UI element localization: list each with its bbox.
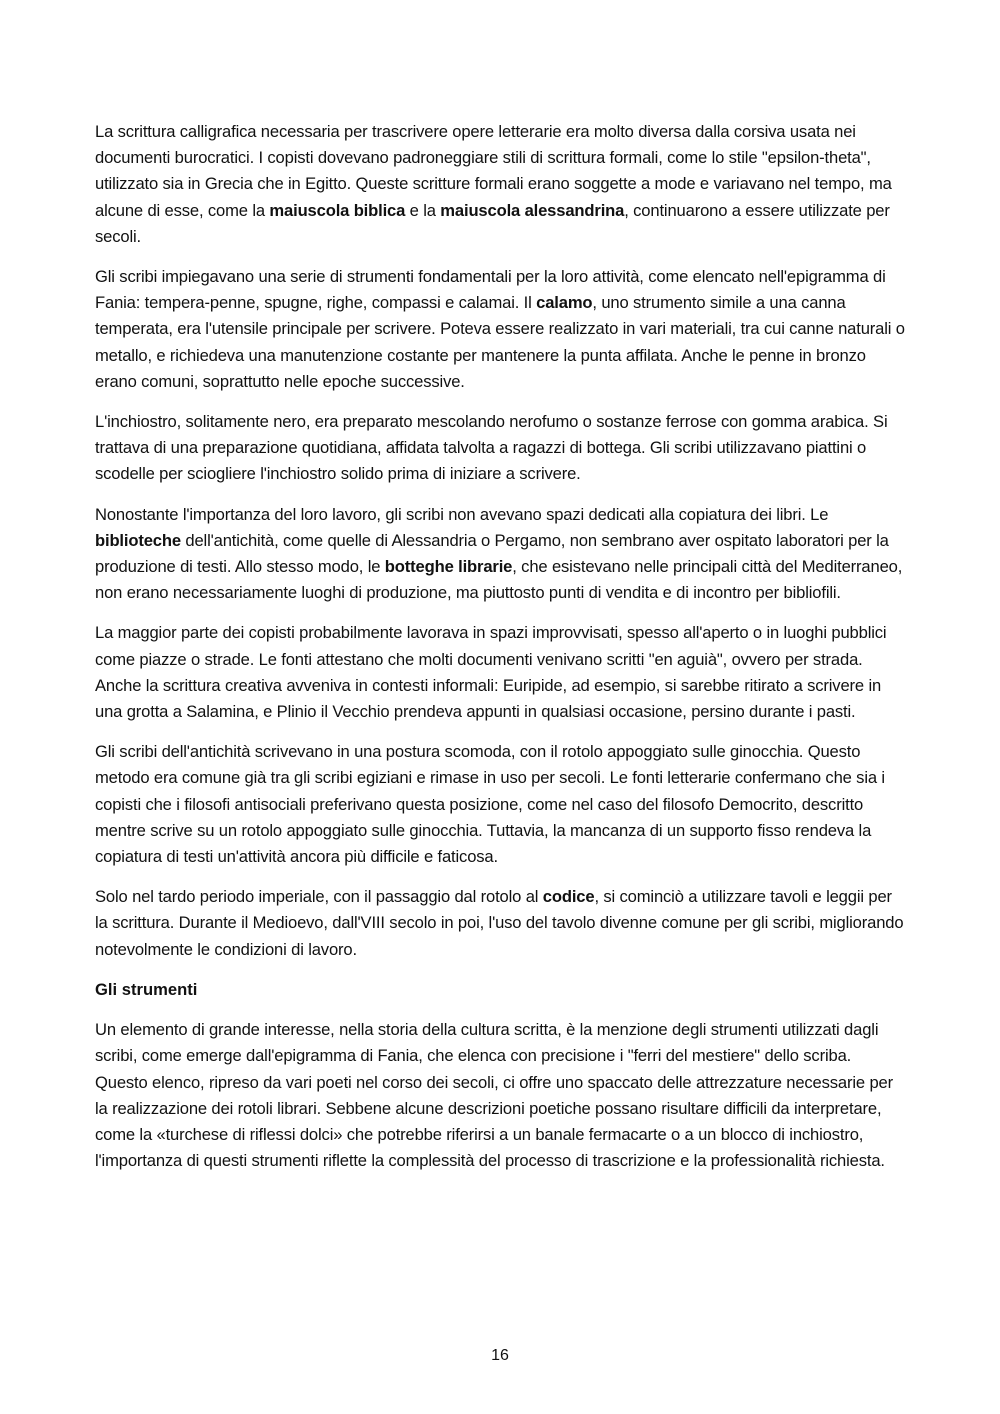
text-run: Gli scribi dell'antichità scrivevano in una postura scomoda, con il rotolo appoggiato sulle ginocchia. Questo metodo era comune già tra gli scribi egiziani e rimase in uso per secoli. Le fonti letterarie confermano che sia i copisti che i filosofi antisociali preferivano questa posizione, come nel caso del filosofo Democrito, descritto mentre scrive su un rotolo appoggiato sulle ginocchia. Tuttavia, la mancanza di un supporto fisso rendeva la copiatura di testi un'attività ancora più difficile e faticosa. — [95, 742, 885, 867]
paragraph — [95, 502, 907, 607]
paragraph — [95, 739, 907, 870]
text-run: Solo nel tardo periodo imperiale, con il passaggio dal rotolo al — [95, 887, 543, 907]
bold-term: botteghe librarie — [384, 557, 513, 577]
section-text — [95, 1017, 907, 1174]
text-run: , continuarono a essere utilizzate per secoli. — [95, 200, 890, 246]
paragraph — [95, 884, 907, 963]
text-run: Un elemento di grande interesse, nella storia della cultura scritta, è la menzione degli strumenti utilizzati dagli scribi, come emerge dall'epigramma di Fania, che elenca con precisione i "ferri del mestiere" dello scriba. Questo elenco, ripreso da vari poeti nel corso dei secoli, ci offre uno spaccato delle attrezzature necessarie per la realizzazione dei rotoli librari. Sebbene alcune descrizioni poetiche possano risultare difficili da interpretare, come la «turchese di riflessi dolci» che potrebbe riferirsi a un banale fermacarte o a un blocco di inchiostro, l'importanza di questi strumenti riflette la complessità del processo di trascrizione e la professionalità richiesta. — [95, 1020, 893, 1171]
text-run: La scrittura calligrafica necessaria per trascrivere opere letterarie era molto diversa dalla corsiva usata nei documenti burocratici. I copisti dovevano padroneggiare stili di scrittura formali, come lo stile "epsilon-theta", utilizzato sia in Grecia che in Egitto. Queste scritture formali erano soggette a mode e variavano nel tempo, ma alcune di esse, come la — [95, 122, 892, 220]
text-run: dell'antichità, come quelle di Alessandria o Pergamo, non sembrano aver ospitato laboratori per la produzione di testi. Allo stesso modo, le — [95, 530, 889, 577]
page-number: 16 — [491, 1347, 509, 1364]
text-run: e la — [405, 200, 441, 220]
text-run: , si cominciò a utilizzare tavoli e leggii per la scrittura. Durante il Medioevo, dall'VIII secolo in poi, l'uso del tavolo divenne comune per gli scribi, migliorando notevolmente le condizioni di lavoro. — [95, 887, 904, 959]
paragraph — [95, 1017, 907, 1174]
bold-term: codice — [542, 887, 595, 907]
body-text — [95, 119, 907, 963]
document-page — [95, 119, 907, 1188]
paragraph — [95, 264, 907, 395]
bold-term: maiuscola biblica — [269, 200, 406, 220]
paragraph — [95, 620, 907, 725]
section-heading: Gli strumenti — [95, 979, 198, 999]
bold-term: calamo — [536, 293, 593, 313]
text-run: La maggior parte dei copisti probabilmente lavorava in spazi improvvisati, spesso all'aperto o in luoghi pubblici come piazze o strade. Le fonti attestano che molti documenti venivano scritti "en aguià", ovvero per strada. Anche la scrittura creativa avveniva in contesti informali: Euripide, ad esempio, si sarebbe ritirato a scrivere in una grotta a Salamina, e Plinio il Vecchio prendeva appunti in qualsiasi occasione, persino durante i pasti. — [95, 623, 887, 722]
text-run: Gli scribi impiegavano una serie di strumenti fondamentali per la loro attività, come elencato nell'epigramma di Fania: tempera-penne, spugne, righe, compassi e calamai. Il — [95, 267, 886, 313]
text-run: Nonostante l'importanza del loro lavoro, gli scribi non avevano spazi dedicati alla copiatura dei libri. Le — [95, 504, 829, 524]
text-run: L'inchiostro, solitamente nero, era preparato mescolando nerofumo o sostanze ferrose con gomma arabica. Si trattava di una preparazione quotidiana, affidata talvolta a ragazzi di bottega. Gli scribi utilizzavano piattini o scodelle per sciogliere l'inchiostro solido prima di iniziare a scrivere. — [95, 412, 888, 484]
paragraph — [95, 409, 907, 488]
paragraph — [95, 119, 907, 250]
text-run: , uno strumento simile a una canna temperata, era l'utensile principale per scrivere. Poteva essere realizzato in vari materiali, tra cui canne naturali o metallo, e richiedeva una manutenzione costante per mantenere la punta affilata. Anche le penne in bronzo erano comuni, soprattutto nelle epoche successive. — [95, 293, 905, 391]
text-run: , che esistevano nelle principali città del Mediterraneo, non erano necessariamente luoghi di produzione, ma piuttosto punti di vendita e di incontro per bibliofili. — [95, 557, 903, 603]
bold-term: biblioteche — [95, 530, 181, 550]
bold-term: maiuscola alessandrina — [440, 200, 625, 220]
